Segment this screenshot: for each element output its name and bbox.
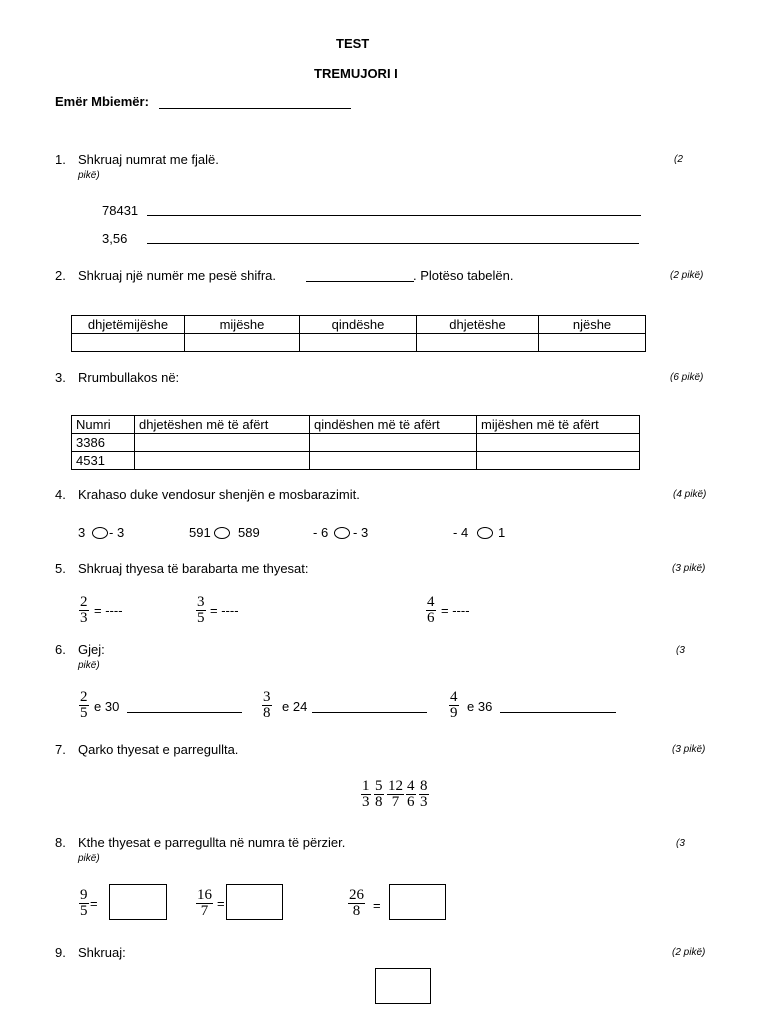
table-header-cell: dhjetëshen më të afërt [135, 416, 310, 434]
table-cell[interactable] [135, 452, 310, 470]
q2-text-after: . Plotëso tabelën. [413, 268, 514, 283]
q6-points: (3 [676, 645, 685, 656]
q3-text: Rrumbullakos në: [78, 370, 180, 385]
fraction [262, 690, 272, 721]
fraction-denominator: 6 [427, 610, 435, 626]
fraction[interactable] [387, 779, 404, 810]
q8-points: (3 [676, 838, 685, 849]
q8-number: 8. [55, 835, 66, 850]
fraction-denominator: 7 [200, 903, 209, 919]
of-text: e 30 [94, 699, 120, 714]
fraction-numerator: 8 [420, 778, 428, 794]
q2-answer-line[interactable] [306, 281, 414, 282]
fraction-numerator: 26 [349, 887, 364, 903]
q8-text: Kthe thyesat e parregullta në numra të përzier. [78, 835, 346, 850]
q4-text: Krahaso duke vendosur shenjën e mosbarazimit. [78, 487, 360, 502]
q1-points-cont: pikë) [78, 170, 100, 181]
table-cell[interactable] [135, 434, 310, 452]
q9-text: Shkruaj: [78, 945, 126, 960]
fraction-numerator: 12 [388, 778, 403, 794]
equivalent-blank[interactable]: = ---- [94, 603, 123, 618]
q6-answer-line[interactable] [127, 712, 242, 713]
place-value-table [71, 315, 646, 352]
q6-number: 6. [55, 642, 66, 657]
table-cell[interactable] [185, 334, 300, 352]
table-cell: 3386 [72, 434, 135, 452]
q5-points: (3 pikë) [672, 563, 706, 574]
compare-right: 589 [238, 525, 260, 540]
table-cell[interactable] [417, 334, 539, 352]
q2-number: 2. [55, 268, 66, 283]
mixed-number-box[interactable] [389, 884, 446, 920]
table-header-cell: qindëshe [300, 316, 417, 334]
name-label: Emër Mbiemër: [55, 94, 149, 109]
q9-number: 9. [55, 945, 66, 960]
q9-points: (2 pikë) [672, 947, 706, 958]
table-cell: 4531 [72, 452, 135, 470]
mixed-number-box[interactable] [226, 884, 283, 920]
table-row [72, 452, 640, 470]
fraction-denominator: 8 [375, 794, 383, 810]
fraction-numerator: 1 [362, 778, 370, 794]
table-header-cell: dhjetëmijëshe [72, 316, 185, 334]
q1-points: (2 [674, 154, 683, 165]
table-header-cell: mijëshe [185, 316, 300, 334]
fraction-denominator: 8 [263, 705, 271, 721]
fraction [79, 888, 89, 919]
compare-oval[interactable] [92, 527, 108, 539]
table-cell[interactable] [539, 334, 646, 352]
compare-left: - 6 [313, 525, 329, 540]
compare-left: 3 [78, 525, 86, 540]
q6-text: Gjej: [78, 642, 105, 657]
fraction [79, 595, 89, 626]
q7-text: Qarko thyesat e parregullta. [78, 742, 239, 757]
mixed-number-box[interactable] [109, 884, 167, 920]
fraction-numerator: 16 [197, 887, 212, 903]
q1-number: 1. [55, 152, 66, 167]
fraction-denominator: 3 [80, 610, 88, 626]
table-cell[interactable] [300, 334, 417, 352]
table-cell[interactable] [310, 434, 477, 452]
fraction-denominator: 5 [80, 903, 88, 919]
q2-text: Shkruaj një numër me pesë shifra. [78, 268, 276, 283]
fraction[interactable] [406, 779, 416, 810]
table-row [72, 334, 646, 352]
table-cell[interactable] [477, 434, 640, 452]
table-header-cell: njëshe [539, 316, 646, 334]
compare-left: 591 [189, 525, 211, 540]
fraction-numerator: 2 [80, 594, 88, 610]
fraction-denominator: 9 [450, 705, 458, 721]
table-cell[interactable] [72, 334, 185, 352]
q7-number: 7. [55, 742, 66, 757]
q5-text: Shkruaj thyesa të barabarta me thyesat: [78, 561, 309, 576]
compare-oval[interactable] [477, 527, 493, 539]
q1-item-2: 3,56 [102, 231, 128, 246]
fraction[interactable] [374, 779, 384, 810]
fraction[interactable] [419, 779, 429, 810]
q1-answer-line-2[interactable] [147, 243, 639, 244]
compare-oval[interactable] [334, 527, 350, 539]
fraction-denominator: 7 [391, 794, 400, 810]
equivalent-blank[interactable]: = ---- [210, 603, 239, 618]
fraction [449, 690, 459, 721]
fraction-numerator: 2 [80, 689, 88, 705]
of-text: e 36 [467, 699, 493, 714]
q5-number: 5. [55, 561, 66, 576]
q3-number: 3. [55, 370, 66, 385]
table-cell[interactable] [310, 452, 477, 470]
fraction [426, 595, 436, 626]
fraction-numerator: 4 [450, 689, 458, 705]
table-row [72, 434, 640, 452]
table-header-row [72, 316, 646, 334]
fraction [196, 888, 213, 919]
rounding-table [71, 415, 640, 470]
q4-number: 4. [55, 487, 66, 502]
fraction-numerator: 5 [375, 778, 383, 794]
q1-text: Shkruaj numrat me fjalë. [78, 152, 219, 167]
term-subtitle: TREMUJORI I [314, 66, 398, 81]
answer-box[interactable] [375, 968, 431, 1004]
fraction-numerator: 4 [407, 778, 415, 794]
fraction-numerator: 4 [427, 594, 435, 610]
compare-oval[interactable] [214, 527, 230, 539]
q6-answer-line[interactable] [500, 712, 616, 713]
fraction-denominator: 5 [80, 705, 88, 721]
q8-points-cont: pikë) [78, 853, 100, 864]
q6-answer-line[interactable] [312, 712, 427, 713]
fraction-denominator: 8 [352, 903, 361, 919]
fraction-numerator: 3 [197, 594, 205, 610]
table-header-cell: Numri [72, 416, 135, 434]
fraction-denominator: 5 [197, 610, 205, 626]
compare-right: - 3 [109, 525, 125, 540]
equals-sign: = [217, 896, 225, 911]
fraction [348, 888, 365, 919]
q6-points-cont: pikë) [78, 660, 100, 671]
fraction-denominator: 3 [420, 794, 428, 810]
fraction [79, 690, 89, 721]
fraction-numerator: 9 [80, 887, 88, 903]
table-header-cell: qindëshen më të afërt [310, 416, 477, 434]
q1-answer-line-1[interactable] [147, 215, 641, 216]
test-title: TEST [336, 36, 370, 51]
compare-left: - 4 [453, 525, 469, 540]
fraction[interactable] [361, 779, 371, 810]
of-text: e 24 [282, 699, 308, 714]
equals-sign: = [90, 896, 98, 911]
fraction-denominator: 3 [362, 794, 370, 810]
fraction [196, 595, 206, 626]
q7-points: (3 pikë) [672, 744, 706, 755]
q4-points: (4 pikë) [673, 489, 707, 500]
equals-sign: = [373, 898, 381, 913]
table-header-row [72, 416, 640, 434]
equivalent-blank[interactable]: = ---- [441, 603, 470, 618]
q3-points: (6 pikë) [670, 372, 704, 383]
q2-points: (2 pikë) [670, 270, 704, 281]
fraction-numerator: 3 [263, 689, 271, 705]
table-header-cell: dhjetëshe [417, 316, 539, 334]
q1-item-1: 78431 [102, 203, 139, 218]
table-cell[interactable] [477, 452, 640, 470]
name-answer-line[interactable] [159, 108, 351, 109]
table-header-cell: mijëshen më të afërt [477, 416, 640, 434]
fraction-denominator: 6 [407, 794, 415, 810]
compare-right: 1 [498, 525, 506, 540]
compare-right: - 3 [353, 525, 369, 540]
